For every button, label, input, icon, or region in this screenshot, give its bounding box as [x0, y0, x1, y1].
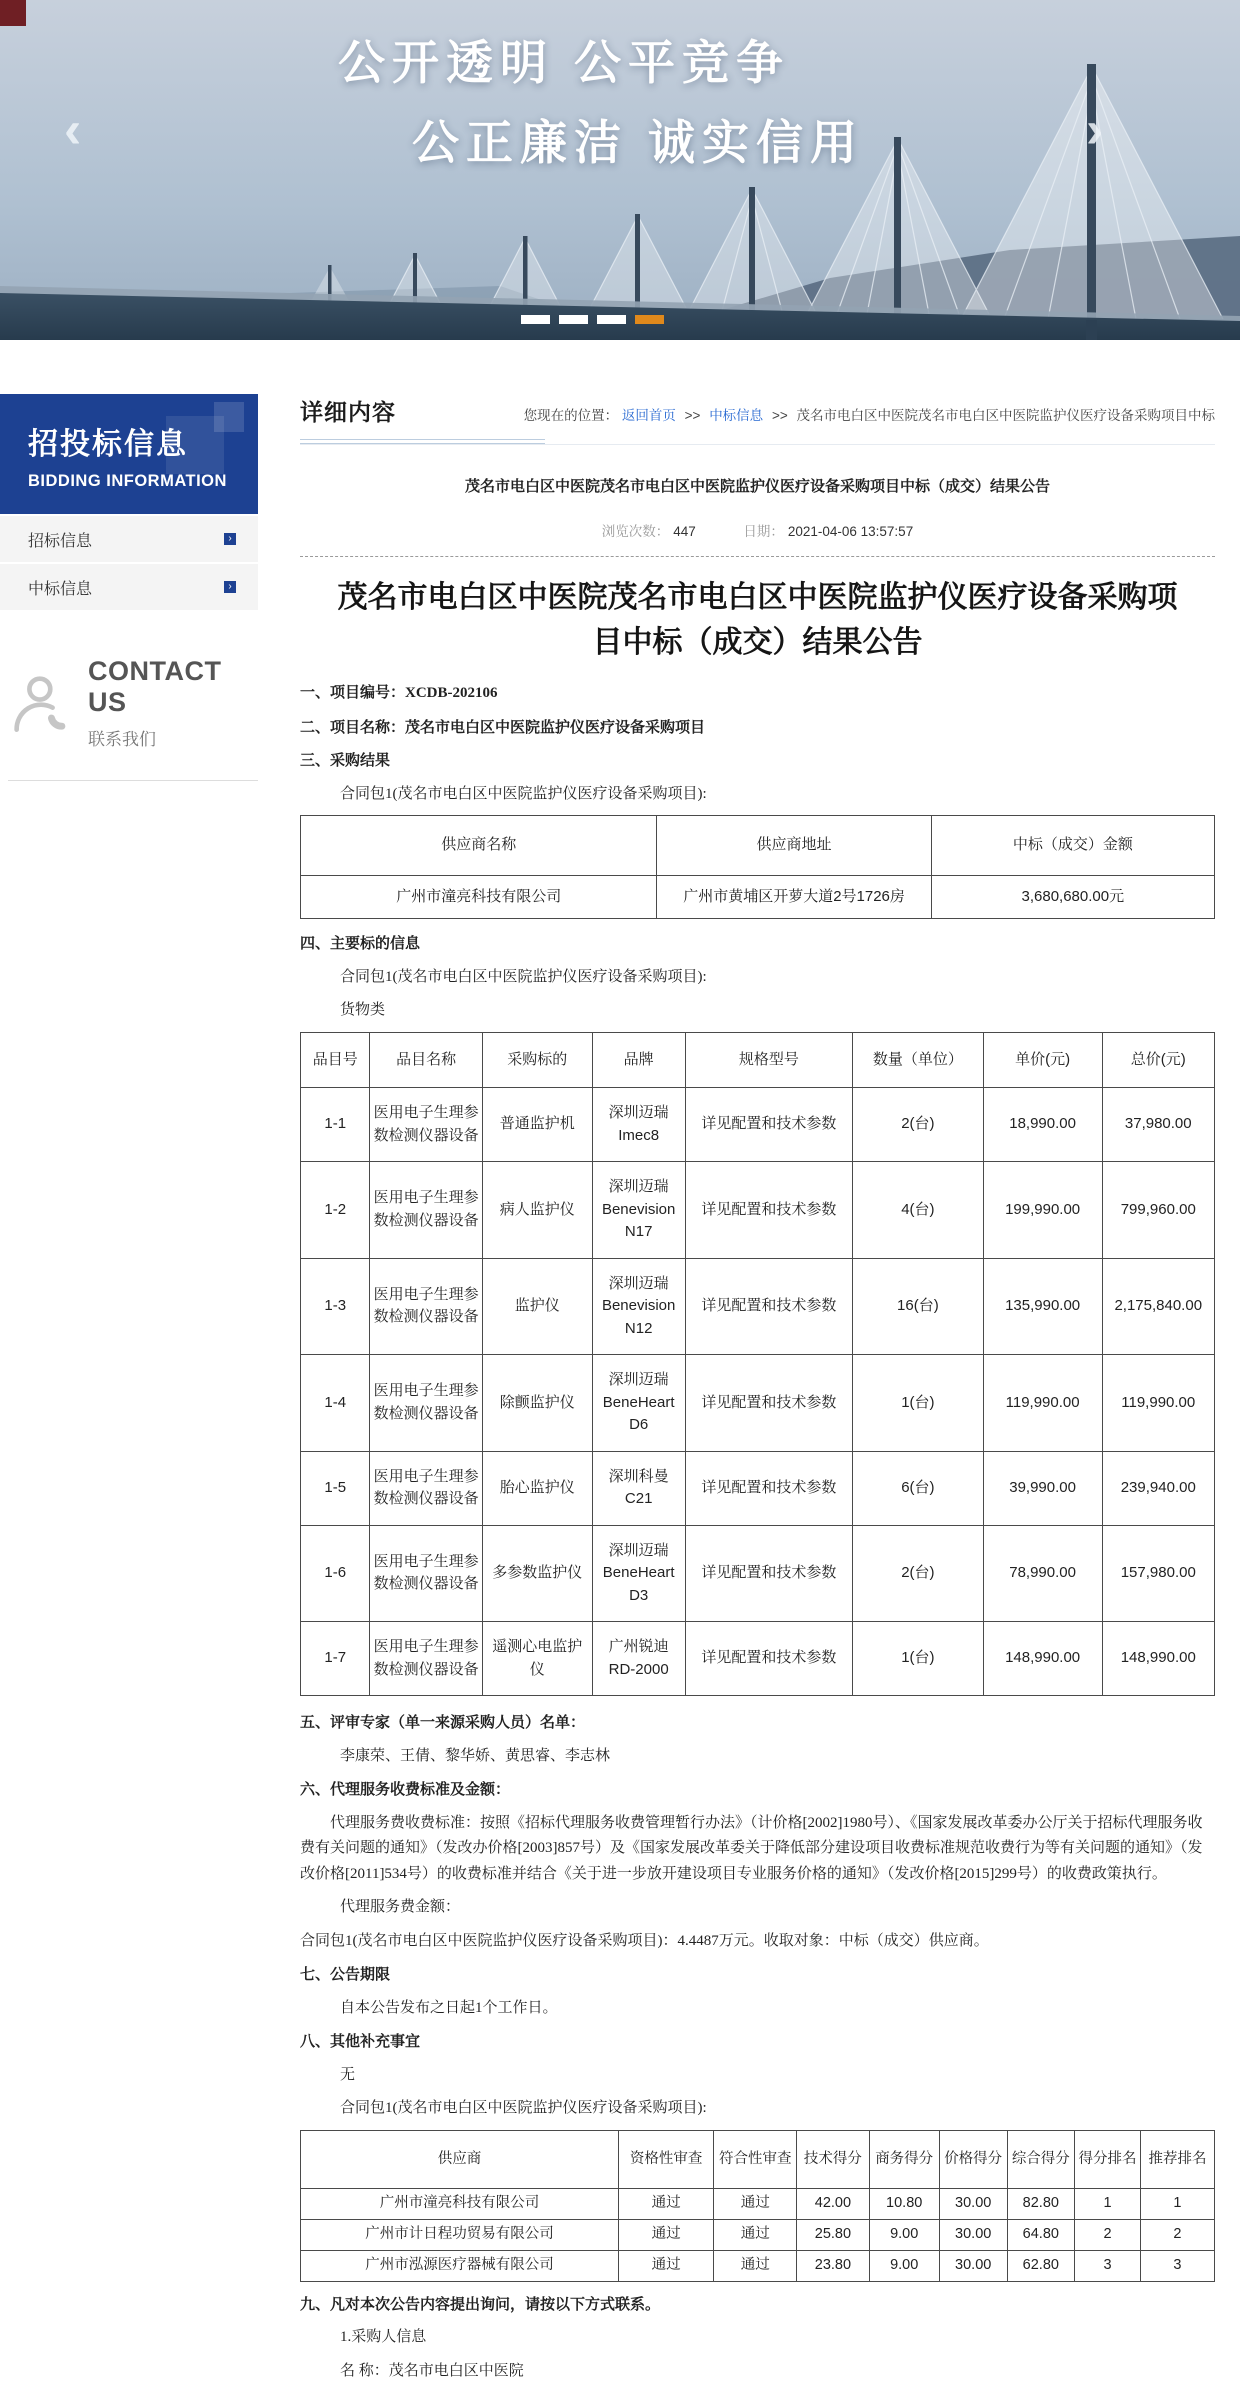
table-cell: 医用电子生理参数检测仪器设备 [370, 1088, 482, 1162]
table-cell: 通过 [714, 2250, 797, 2281]
package-line: 合同包1(茂名市电白区中医院监护仪医疗设备采购项目): [340, 785, 707, 802]
page-title: 详细内容 [300, 399, 396, 425]
fee-standard-text: 代理服务费收费标准：按照《招标代理服务收费管理暂行办法》（计价格[2002]1980号）、《国家发展改革委办公厅关于招标代理服务收费有关问题的通知》（发改办价格[2003]857号）及《国家发展改革委关于降低部分建设项目收费标准规范收费行为等有关问题的通知》（发改价格[2011]534号）的收费标准并结合《关于进一步放开建设项目专业服务价格的通知》（发改价格[2015]299号）的收费政策执行。 [300, 1814, 1203, 1882]
table-cell: 遥测心电监护仪 [482, 1622, 592, 1696]
column-header: 品目号 [301, 1032, 370, 1088]
table-cell: 23.80 [797, 2250, 869, 2281]
table-cell: 深圳迈瑞 Benevision N12 [592, 1258, 685, 1355]
dashed-divider [300, 556, 1215, 557]
experts-names: 李康荣、王倩、黎华娇、黄思睿、李志林 [340, 1747, 611, 1764]
table-cell: 详见配置和技术参数 [685, 1355, 852, 1452]
table-cell: 30.00 [939, 2250, 1007, 2281]
table-row [301, 875, 1215, 919]
table-cell: 30.00 [939, 2189, 1007, 2220]
table-cell: 深圳迈瑞 BeneHeart D3 [592, 1525, 685, 1622]
table-cell: 119,990.00 [1102, 1355, 1214, 1452]
column-header: 综合得分 [1007, 2130, 1075, 2189]
breadcrumb-separator: >> [771, 408, 788, 423]
chevron-right-icon: › [224, 533, 236, 545]
views-label: 浏览次数： [601, 524, 670, 539]
hero-banner [0, 0, 1240, 340]
notice-period-text: 自本公告发布之日起1个工作日。 [340, 1999, 558, 2016]
table-row [301, 2189, 1215, 2220]
table-cell: 78,990.00 [983, 1525, 1102, 1622]
column-header: 采购标的 [482, 1032, 592, 1088]
table-cell: 1-4 [301, 1355, 370, 1452]
announcement-subtitle: 茂名市电白区中医院茂名市电白区中医院监护仪医疗设备采购项目中标（成交）结果公告 [464, 478, 1050, 495]
carousel-dots [521, 315, 664, 324]
table-cell: 9.00 [869, 2220, 939, 2251]
other-matters-text: 无 [340, 2066, 356, 2083]
table-cell: 1-2 [301, 1162, 370, 1259]
views-count: 447 [673, 524, 696, 539]
corner-red-square [0, 0, 26, 26]
date-label: 日期： [743, 524, 784, 539]
sidebar-title-en: BIDDING INFORMATION [28, 472, 227, 490]
table-cell: 通过 [619, 2220, 714, 2251]
table-cell: 深圳迈瑞 Benevision N17 [592, 1162, 685, 1259]
breadcrumb-prefix: 您现在的位置： [523, 408, 619, 423]
column-header: 中标（成交）金额 [931, 816, 1214, 876]
carousel-dot[interactable] [559, 315, 588, 324]
sidebar-item-tender-info[interactable] [0, 516, 258, 562]
table-cell: 1(台) [853, 1355, 984, 1452]
table-cell: 广州市潼亮科技有限公司 [301, 2189, 619, 2220]
column-header: 资格性审查 [619, 2130, 714, 2189]
table-cell: 135,990.00 [983, 1258, 1102, 1355]
table-cell: 799,960.00 [1102, 1162, 1214, 1259]
carousel-next-button[interactable]: › [1086, 101, 1104, 159]
table-row [301, 1258, 1215, 1355]
column-header: 供应商地址 [657, 816, 931, 876]
table-cell: 1-7 [301, 1622, 370, 1696]
table-cell: 2 [1075, 2220, 1141, 2251]
section-project-number: 一、项目编号：XCDB-202106 [300, 685, 498, 701]
table-cell: 39,990.00 [983, 1451, 1102, 1525]
table-cell: 4(台) [853, 1162, 984, 1259]
table-row [301, 2220, 1215, 2251]
table-cell: 16(台) [853, 1258, 984, 1355]
table-cell: 1 [1140, 2189, 1214, 2220]
table-cell: 1-3 [301, 1258, 370, 1355]
table-cell: 1-5 [301, 1451, 370, 1525]
carousel-dot[interactable] [597, 315, 626, 324]
table-cell: 82.80 [1007, 2189, 1075, 2220]
column-header: 单价(元) [983, 1032, 1102, 1088]
table-cell: 深圳迈瑞 BeneHeart D6 [592, 1355, 685, 1452]
column-header: 总价(元) [1102, 1032, 1214, 1088]
table-row [301, 1355, 1215, 1452]
table-cell: 1-1 [301, 1088, 370, 1162]
fee-amount-line: 合同包1(茂名市电白区中医院监护仪医疗设备采购项目)：4.4487万元。收取对象：中标（成交）供应商。 [300, 1932, 989, 1949]
table-cell: 医用电子生理参数检测仪器设备 [370, 1162, 482, 1259]
column-header: 供应商 [301, 2130, 619, 2189]
table-cell: 深圳科曼 C21 [592, 1451, 685, 1525]
table-cell: 详见配置和技术参数 [685, 1162, 852, 1259]
table-row [301, 1525, 1215, 1622]
table-cell: 胎心监护仪 [482, 1451, 592, 1525]
breadcrumb-category-link[interactable]: 中标信息 [709, 408, 764, 423]
chevron-right-icon: › [224, 581, 236, 593]
table-cell: 2(台) [853, 1525, 984, 1622]
table-cell: 广州市泓源医疗器械有限公司 [301, 2250, 619, 2281]
section-project-name: 二、项目名称：茂名市电白区中医院监护仪医疗设备采购项目 [300, 718, 706, 736]
table-cell: 深圳迈瑞 Imec8 [592, 1088, 685, 1162]
table-row [301, 1451, 1215, 1525]
column-header: 推荐排名 [1140, 2130, 1214, 2189]
header-divider [300, 439, 1215, 445]
section-procurement-result: 三、采购结果 [300, 752, 391, 769]
table-cell: 广州市潼亮科技有限公司 [301, 875, 657, 919]
table-cell: 148,990.00 [983, 1622, 1102, 1696]
column-header: 商务得分 [869, 2130, 939, 2189]
table-cell: 37,980.00 [1102, 1088, 1214, 1162]
table-cell: 通过 [619, 2250, 714, 2281]
sidebar-item-award-info[interactable] [0, 564, 258, 610]
table-row [301, 1088, 1215, 1162]
sidebar-item-label: 招标信息 [28, 532, 93, 550]
table-cell: 64.80 [1007, 2220, 1075, 2251]
table-header-row [301, 1032, 1215, 1088]
table-cell: 148,990.00 [1102, 1622, 1214, 1696]
table-cell: 通过 [619, 2189, 714, 2220]
supplier-table [300, 815, 1215, 919]
table-cell: 3,680,680.00元 [931, 875, 1214, 919]
table-row [301, 1162, 1215, 1259]
table-cell: 详见配置和技术参数 [685, 1525, 852, 1622]
table-cell: 多参数监护仪 [482, 1525, 592, 1622]
table-cell: 6(台) [853, 1451, 984, 1525]
contact-person-phone-icon [10, 674, 72, 732]
table-cell: 239,940.00 [1102, 1451, 1214, 1525]
table-cell: 2(台) [853, 1088, 984, 1162]
article-body [300, 681, 1215, 2384]
table-cell: 199,990.00 [983, 1162, 1102, 1259]
column-header: 供应商名称 [301, 816, 657, 876]
table-cell: 1 [1075, 2189, 1141, 2220]
article-meta [300, 520, 1215, 540]
header-divider-accent [300, 439, 545, 444]
table-cell: 详见配置和技术参数 [685, 1622, 852, 1696]
column-header: 价格得分 [939, 2130, 1007, 2189]
carousel-dot[interactable] [521, 315, 550, 324]
section-contact-method: 九、凡对本次公告内容提出询问，请按以下方式联系。 [300, 2295, 661, 2313]
table-cell: 医用电子生理参数检测仪器设备 [370, 1451, 482, 1525]
column-header: 数量（单位） [853, 1032, 984, 1088]
column-header: 规格型号 [685, 1032, 852, 1088]
table-cell: 10.80 [869, 2189, 939, 2220]
publish-date: 2021-04-06 13:57:57 [787, 524, 914, 539]
banner-slogan-line1: 公开透明 公平竞争 [338, 36, 791, 89]
main-content [258, 394, 1240, 2392]
sidebar-title-cn: 招投标信息 [28, 428, 188, 461]
table-cell: 医用电子生理参数检测仪器设备 [370, 1622, 482, 1696]
sidebar-nav [0, 516, 258, 610]
table-cell: 2 [1140, 2220, 1214, 2251]
table-cell: 119,990.00 [983, 1355, 1102, 1452]
section-notice-period: 七、公告期限 [300, 1966, 391, 1983]
table-cell: 病人监护仪 [482, 1162, 592, 1259]
table-cell: 监护仪 [482, 1258, 592, 1355]
breadcrumb-current: 茂名市电白区中医院茂名市电白区中医院监护仪医疗设备采购项目中标 [796, 408, 1215, 423]
section-experts: 五、评审专家（单一来源采购人员）名单： [300, 1714, 586, 1731]
table-cell: 3 [1140, 2250, 1214, 2281]
table-cell: 1-6 [301, 1525, 370, 1622]
sidebar-item-label: 中标信息 [28, 580, 93, 598]
table-cell: 除颤监护仪 [482, 1355, 592, 1452]
contact-title-cn: 联系我们 [88, 730, 156, 749]
purchaser-name: 名 称：茂名市电白区中医院 [340, 2362, 524, 2379]
table-cell: 广州市计日程功贸易有限公司 [301, 2220, 619, 2251]
table-cell: 医用电子生理参数检测仪器设备 [370, 1258, 482, 1355]
column-header: 符合性审查 [714, 2130, 797, 2189]
table-cell: 1(台) [853, 1622, 984, 1696]
table-cell: 30.00 [939, 2220, 1007, 2251]
table-cell: 详见配置和技术参数 [685, 1258, 852, 1355]
items-table [300, 1032, 1215, 1697]
table-cell: 9.00 [869, 2250, 939, 2281]
goods-type-label: 货物类 [340, 1002, 386, 1018]
table-cell: 广州锐迪 RD-2000 [592, 1622, 685, 1696]
banner-slogan-line2: 公正廉洁 诚实信用 [412, 116, 865, 169]
sidebar-header [0, 394, 258, 514]
carousel-dot-active[interactable] [635, 315, 664, 324]
table-cell: 详见配置和技术参数 [685, 1088, 852, 1162]
table-cell: 详见配置和技术参数 [685, 1451, 852, 1525]
column-header: 品目名称 [370, 1032, 482, 1088]
purchaser-info-label: 1.采购人信息 [340, 2329, 427, 2345]
table-cell: 普通监护机 [482, 1088, 592, 1162]
decorative-square [214, 402, 244, 432]
table-header-row [301, 816, 1215, 876]
table-cell: 医用电子生理参数检测仪器设备 [370, 1355, 482, 1452]
table-cell: 18,990.00 [983, 1088, 1102, 1162]
table-header-row [301, 2130, 1215, 2189]
section-main-subject: 四、主要标的信息 [300, 935, 421, 952]
fee-amount-label: 代理服务费金额： [340, 1899, 461, 1915]
sidebar [0, 394, 258, 781]
column-header: 技术得分 [797, 2130, 869, 2189]
column-header: 得分排名 [1075, 2130, 1141, 2189]
breadcrumb [524, 404, 1215, 427]
article-title: 茂名市电白区中医院茂名市电白区中医院监护仪医疗设备采购项目中标（成交）结果公告 [337, 581, 1178, 659]
table-cell: 2,175,840.00 [1102, 1258, 1214, 1355]
score-table [300, 2130, 1215, 2282]
contact-us-block[interactable] [0, 656, 258, 750]
breadcrumb-home-link[interactable]: 返回首页 [621, 408, 676, 423]
contact-title-en: CONTACT US [88, 656, 222, 717]
package-line: 合同包1(茂名市电白区中医院监护仪医疗设备采购项目): [340, 968, 707, 985]
carousel-prev-button[interactable]: ‹ [64, 101, 82, 159]
table-cell: 42.00 [797, 2189, 869, 2220]
package-line: 合同包1(茂名市电白区中医院监护仪医疗设备采购项目): [340, 2100, 707, 2116]
section-other-matters: 八、其他补充事宜 [300, 2033, 421, 2050]
table-cell: 通过 [714, 2189, 797, 2220]
sidebar-divider [8, 780, 258, 781]
table-cell: 广州市黄埔区开萝大道2号1726房 [657, 875, 931, 919]
table-cell: 157,980.00 [1102, 1525, 1214, 1622]
table-cell: 通过 [714, 2220, 797, 2251]
table-cell: 25.80 [797, 2220, 869, 2251]
table-cell: 医用电子生理参数检测仪器设备 [370, 1525, 482, 1622]
table-row [301, 2250, 1215, 2281]
table-cell: 3 [1075, 2250, 1141, 2281]
table-cell: 62.80 [1007, 2250, 1075, 2281]
table-row [301, 1622, 1215, 1696]
section-agency-fee: 六、代理服务收费标准及金额： [300, 1781, 511, 1798]
column-header: 品牌 [592, 1032, 685, 1088]
breadcrumb-separator: >> [684, 408, 701, 423]
